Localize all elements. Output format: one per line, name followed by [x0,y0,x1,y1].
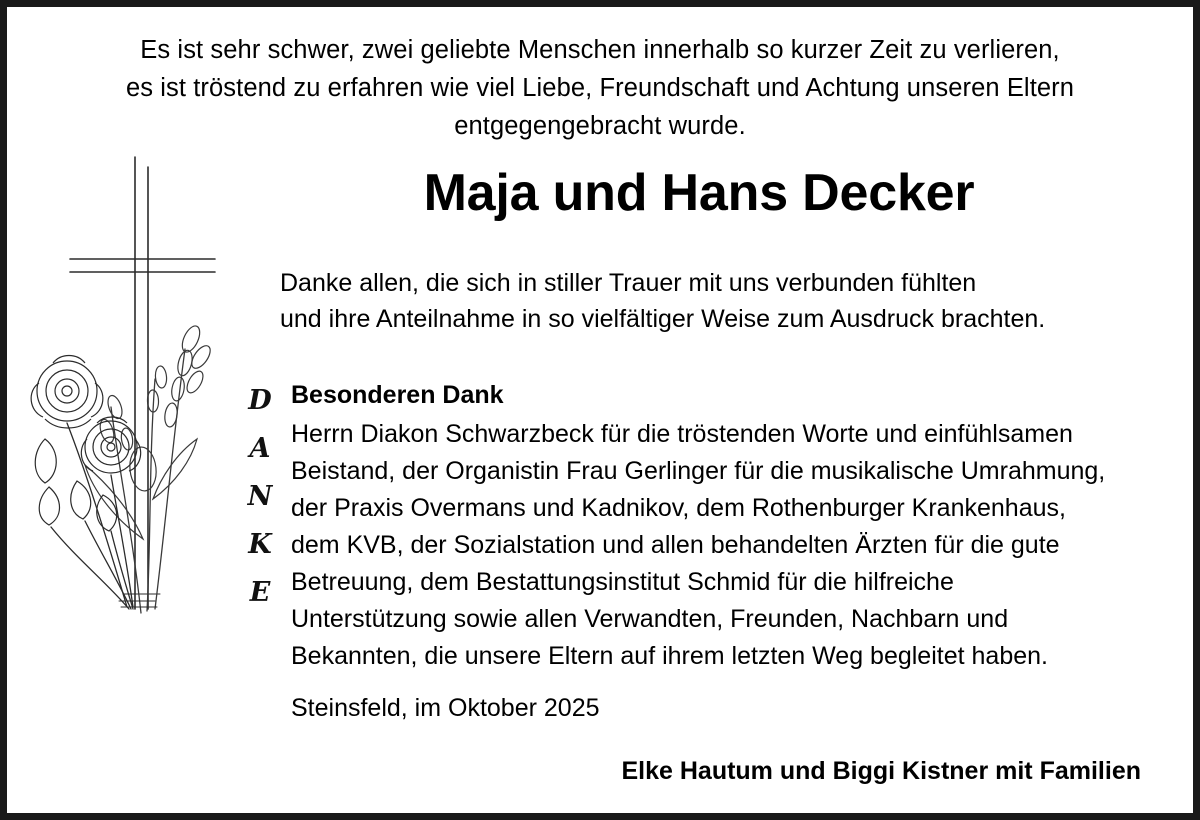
acrostic-letter: N [247,481,273,512]
deceased-names: Maja und Hans Decker [423,164,975,222]
intro-line: es ist tröstend zu erfahren wie viel Liebe, Freundschaft und Achtung unseren Eltern [125,74,1075,102]
body-line: dem KVB, der Sozialstation und allen behandelten Ärzten für die gute [291,531,1060,559]
intro-line: entgegengebracht wurde. [454,112,746,140]
place-and-date: Steinsfeld, im Oktober 2025 [291,694,600,722]
family-signature: Elke Hautum und Biggi Kistner mit Familien [621,757,1141,785]
body-line: Herrn Diakon Schwarzbeck für die tröstenden Worte und einfühlsamen [291,420,1073,448]
thanks-line: und ihre Anteilnahme in so vielfältiger Weise zum Ausdruck brachten. [280,305,1046,333]
thanks-line: Danke allen, die sich in stiller Trauer mit uns verbunden fühlten [280,269,977,297]
notice-content [9,9,1191,811]
special-thanks-heading: Besonderen Dank [291,381,504,409]
acrostic-letter: K [248,529,272,560]
acrostic-letter: D [248,385,272,416]
cross-with-roses-and-wheat-icon [15,139,245,649]
acrostic-letter: E [249,577,271,608]
intro-text [9,31,1191,145]
body-line: Bekannten, die unsere Eltern auf ihrem letzten Weg begleitet haben. [291,642,1048,670]
body-line: Unterstützung sowie allen Verwandten, Freunden, Nachbarn und [291,605,1009,633]
special-thanks-text [291,416,1181,675]
acrostic-letter: A [249,433,271,464]
thanks-text [280,265,1180,337]
body-line: Beistand, der Organistin Frau Gerlinger für die musikalische Umrahmung, [291,457,1106,485]
body-line: Betreuung, dem Bestattungsinstitut Schmid für die hilfreiche [291,568,954,596]
body-line: der Praxis Overmans und Kadnikov, dem Rothenburger Krankenhaus, [291,494,1066,522]
intro-line: Es ist sehr schwer, zwei geliebte Menschen innerhalb so kurzer Zeit zu verlieren, [140,36,1060,64]
artwork-svg [15,139,245,649]
